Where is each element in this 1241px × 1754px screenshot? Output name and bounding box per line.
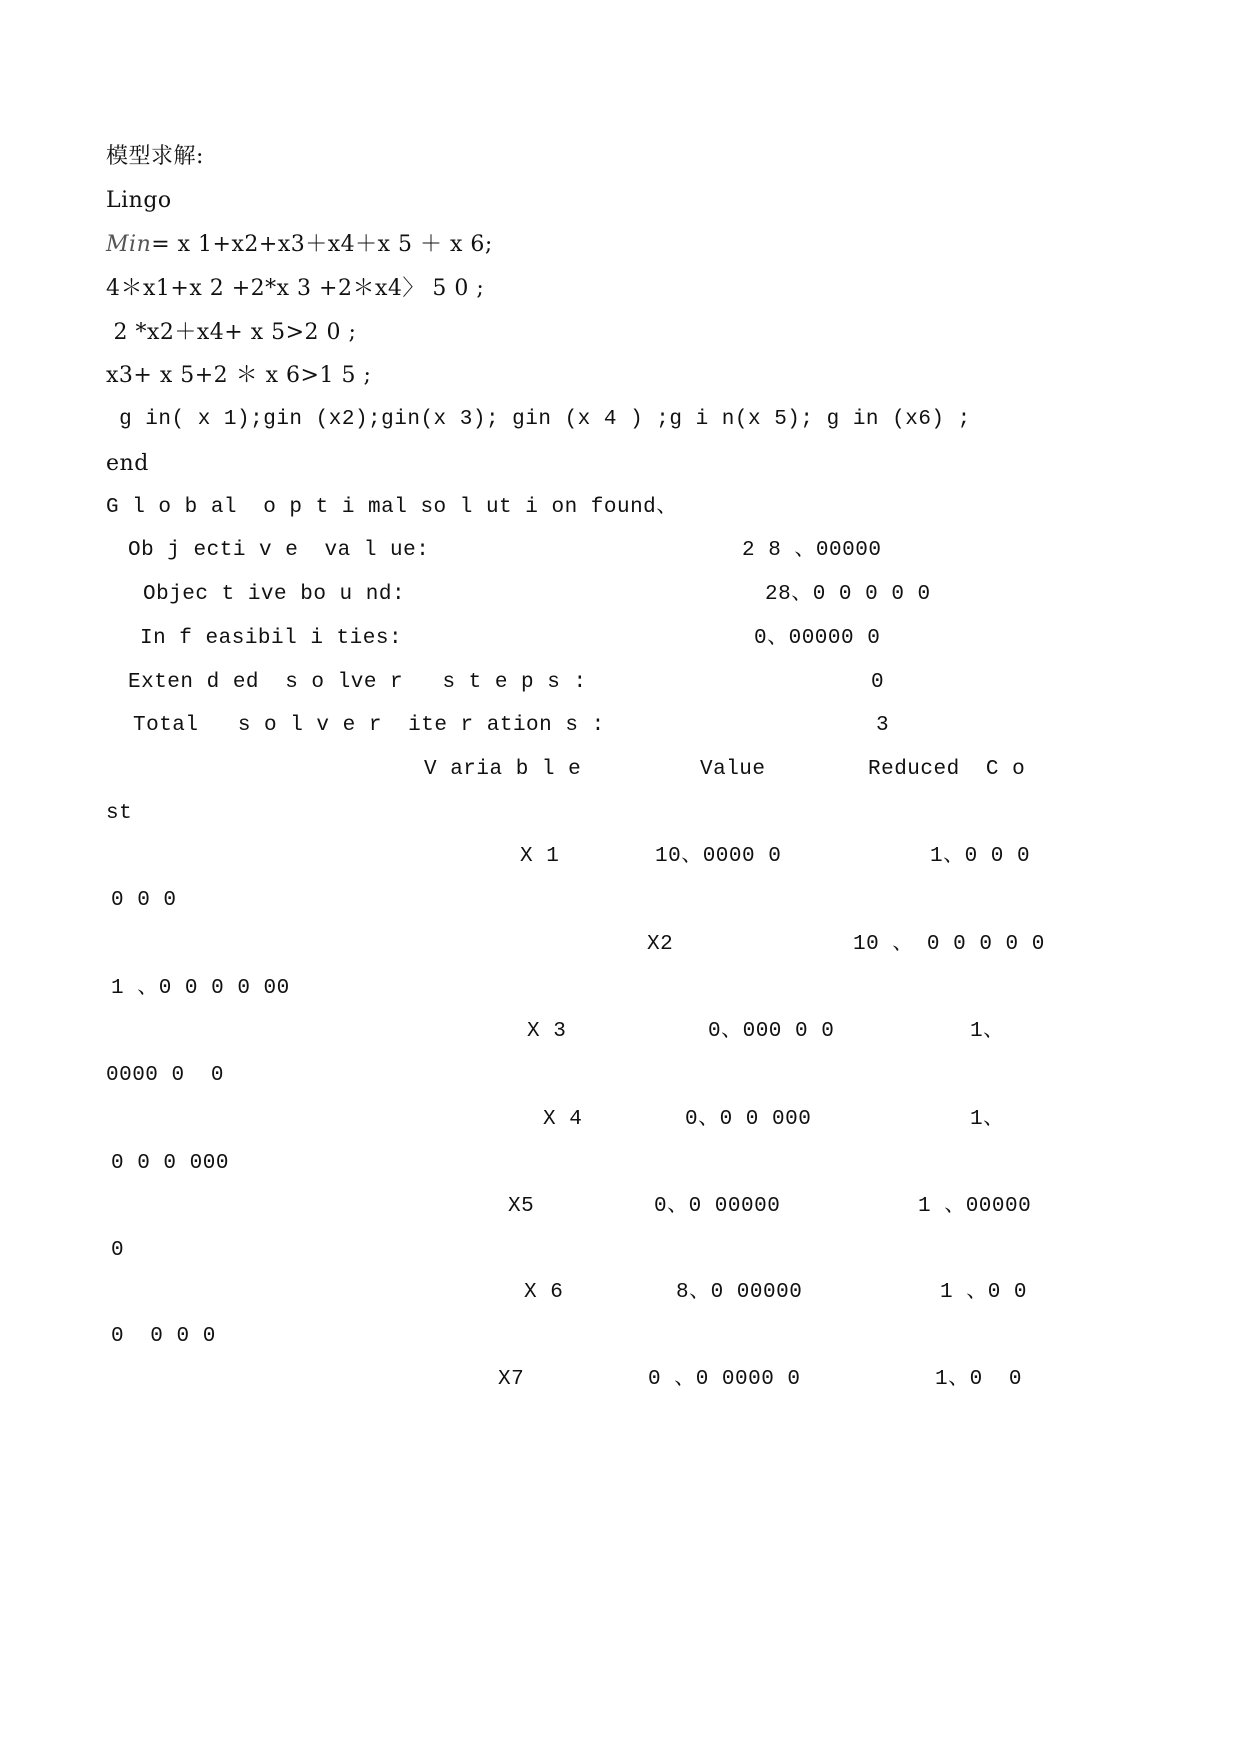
table-row-x4-variable: X 4 [543, 1108, 583, 1131]
report-label-infeasibilities: In f easibil i ties: [140, 627, 403, 650]
table-row-x5-variable: X5 [508, 1195, 535, 1218]
report-value-infeasibilities: 0、00000 0 [754, 627, 881, 650]
objective-line [106, 231, 493, 259]
table-row-x4-reduced: 1、 [970, 1108, 1005, 1131]
table-row-x5-reduced: 1 、00000 [918, 1195, 1032, 1218]
report-value-total-iterations: 3 [876, 714, 890, 737]
table-row-x2-value: 10 、 0 0 0 0 0 [853, 933, 1045, 956]
section-heading: 模型求解: [106, 144, 204, 169]
report-value-objective-value: 2 8 、00000 [742, 539, 882, 562]
table-row-x3-reduced: 1、 [970, 1020, 1005, 1043]
gin-declarations: g in( x 1);gin (x2);gin(x 3); gin (x 4 ) ;g i n(x 5); g in (x6) ; [106, 408, 971, 431]
table-row-x5-value: 0、0 00000 [654, 1195, 781, 1218]
end-keyword: end [106, 451, 149, 476]
table-row-x4-value: 0、0 0 000 [685, 1108, 812, 1131]
objective-expression: = x 1+x2+x3＋x4＋x 5 ＋ x 6; [151, 232, 493, 257]
report-label-extended-steps: Exten d ed s o lve r s t e p s : [128, 671, 587, 694]
table-row-x1-wrap: 0 0 0 [111, 889, 177, 912]
report-label-objective-value: Ob j ecti v e va l ue: [128, 539, 430, 562]
report-value-extended-steps: 0 [871, 671, 885, 694]
table-header-value: Value [700, 758, 766, 781]
table-row-x1-reduced: 1、0 0 0 [930, 845, 1031, 868]
table-header-reduced-cost: Reduced C o [868, 758, 1026, 781]
solver-status: G l o b al o p t i mal so l ut i on found、 [106, 496, 678, 519]
table-row-x6-wrap: 0 0 0 0 [111, 1325, 216, 1348]
objective-keyword: Min [106, 232, 152, 257]
table-row-x6-variable: X 6 [524, 1281, 564, 1304]
table-row-x7-reduced: 1、0 0 [935, 1368, 1023, 1391]
table-row-x1-variable: X 1 [520, 845, 560, 868]
constraint-line-1: 4＊x1+x 2 +2*x 3 +2＊x4〉 5 0 ; [106, 276, 485, 301]
table-header-reduced-cost-wrap: st [106, 802, 133, 825]
table-header-variable: V aria b l e [424, 758, 582, 781]
table-row-x1-value: 10、0000 0 [655, 845, 782, 868]
constraint-line-3: x3+ x 5+2 ＊ x 6>1 5 ; [106, 363, 372, 388]
table-row-x6-reduced: 1 、0 0 [940, 1281, 1028, 1304]
report-value-objective-bound: 28、0 0 0 0 0 [765, 583, 931, 606]
table-row-x7-value: 0 、0 0000 0 [648, 1368, 801, 1391]
table-row-x2-wrap: 1 、0 0 0 0 00 [111, 977, 290, 1000]
table-row-x3-wrap: 0000 0 0 [106, 1064, 224, 1087]
report-label-objective-bound: Objec t ive bo u nd: [143, 583, 406, 606]
table-row-x5-wrap: 0 [111, 1239, 125, 1262]
table-row-x2-variable: X2 [647, 933, 674, 956]
table-row-x7-variable: X7 [498, 1368, 525, 1391]
report-label-total-iterations: Total s o l v e r ite r ation s : [133, 714, 605, 737]
program-label: Lingo [106, 188, 172, 213]
table-row-x6-value: 8、0 00000 [676, 1281, 803, 1304]
table-row-x3-variable: X 3 [527, 1020, 567, 1043]
constraint-line-2: 2 *x2＋x4+ x 5>2 0 ; [106, 320, 357, 345]
table-row-x3-value: 0、000 0 0 [708, 1020, 835, 1043]
table-row-x4-wrap: 0 0 0 000 [111, 1152, 229, 1175]
